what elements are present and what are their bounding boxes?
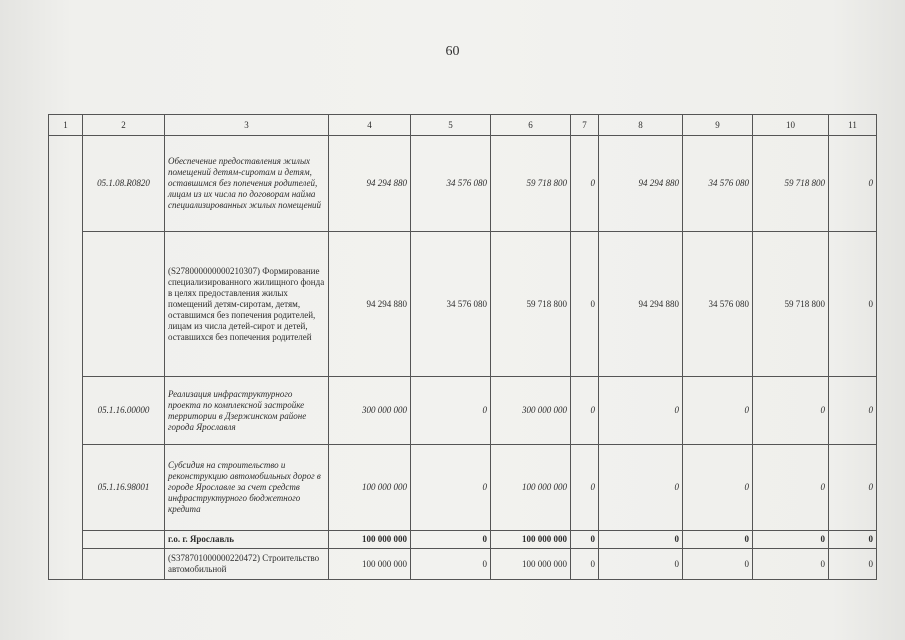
row-description: Реализация инфраструктурного проекта по комплексной застройке территории в Дзержинском районе города Ярославля bbox=[165, 377, 329, 445]
table-row bbox=[49, 549, 877, 580]
table-row bbox=[49, 136, 877, 232]
value-cell: 0 bbox=[829, 232, 877, 377]
program-code: 05.1.16.98001 bbox=[83, 445, 165, 531]
value-cell: 0 bbox=[571, 531, 599, 549]
budget-table bbox=[48, 114, 877, 580]
value-cell: 0 bbox=[829, 136, 877, 232]
value-cell: 0 bbox=[829, 377, 877, 445]
table-row bbox=[49, 531, 877, 549]
value-cell: 0 bbox=[411, 549, 491, 580]
value-cell: 100 000 000 bbox=[491, 549, 571, 580]
value-cell: 34 576 080 bbox=[683, 232, 753, 377]
table-row bbox=[49, 232, 877, 377]
column-header: 8 bbox=[599, 115, 683, 136]
column-header: 11 bbox=[829, 115, 877, 136]
column-header: 5 bbox=[411, 115, 491, 136]
value-cell: 0 bbox=[753, 377, 829, 445]
table-row bbox=[49, 377, 877, 445]
column-header: 7 bbox=[571, 115, 599, 136]
value-cell: 94 294 880 bbox=[329, 136, 411, 232]
value-cell: 94 294 880 bbox=[599, 232, 683, 377]
value-cell: 0 bbox=[753, 531, 829, 549]
value-cell: 300 000 000 bbox=[329, 377, 411, 445]
value-cell: 0 bbox=[683, 445, 753, 531]
header-row bbox=[49, 115, 877, 136]
value-cell: 0 bbox=[683, 549, 753, 580]
program-code: 05.1.16.00000 bbox=[83, 377, 165, 445]
value-cell: 100 000 000 bbox=[329, 549, 411, 580]
value-cell: 300 000 000 bbox=[491, 377, 571, 445]
page-number: 60 bbox=[445, 44, 460, 59]
value-cell: 0 bbox=[599, 549, 683, 580]
program-code bbox=[83, 531, 165, 549]
row-description: Обеспечение предоставления жилых помещений детям-сиротам и детям, оставшимся без попечения родителей, лицам из их числа по договорам найма специализированных жилых помещений bbox=[165, 136, 329, 232]
value-cell: 0 bbox=[571, 445, 599, 531]
row-description: (S278000000000210307) Формирование специализированного жилищного фонда в целях предоставления жилых помещений детям-сиротам, детям, оставшимся без попечения родителей, лицам из числа детей-сирот и детей, оставшихся без попечения родителей bbox=[165, 232, 329, 377]
value-cell: 0 bbox=[411, 445, 491, 531]
value-cell: 0 bbox=[829, 445, 877, 531]
value-cell: 34 576 080 bbox=[411, 232, 491, 377]
table-row bbox=[49, 445, 877, 531]
value-cell: 100 000 000 bbox=[491, 445, 571, 531]
value-cell: 0 bbox=[571, 377, 599, 445]
value-cell: 100 000 000 bbox=[329, 445, 411, 531]
column-header: 9 bbox=[683, 115, 753, 136]
value-cell: 100 000 000 bbox=[329, 531, 411, 549]
value-cell: 59 718 800 bbox=[491, 136, 571, 232]
row-description: (S378701000000220472) Строительство автомобильной bbox=[165, 549, 329, 580]
value-cell: 59 718 800 bbox=[753, 232, 829, 377]
value-cell: 34 576 080 bbox=[411, 136, 491, 232]
value-cell: 0 bbox=[571, 136, 599, 232]
value-cell: 0 bbox=[753, 445, 829, 531]
column-header: 3 bbox=[165, 115, 329, 136]
value-cell: 0 bbox=[411, 377, 491, 445]
value-cell: 0 bbox=[599, 531, 683, 549]
row-description: Субсидия на строительство и реконструкцию автомобильных дорог в городе Ярославле за счет средств инфраструктурного бюджетного кредита bbox=[165, 445, 329, 531]
value-cell: 59 718 800 bbox=[491, 232, 571, 377]
value-cell: 0 bbox=[571, 549, 599, 580]
value-cell: 34 576 080 bbox=[683, 136, 753, 232]
value-cell: 0 bbox=[753, 549, 829, 580]
value-cell: 0 bbox=[829, 531, 877, 549]
program-code: 05.1.08.R0820 bbox=[83, 136, 165, 232]
program-code bbox=[83, 232, 165, 377]
value-cell: 59 718 800 bbox=[753, 136, 829, 232]
value-cell: 0 bbox=[599, 445, 683, 531]
column-header: 4 bbox=[329, 115, 411, 136]
value-cell: 0 bbox=[411, 531, 491, 549]
value-cell: 0 bbox=[599, 377, 683, 445]
value-cell: 0 bbox=[683, 531, 753, 549]
column-header: 10 bbox=[753, 115, 829, 136]
program-code bbox=[83, 549, 165, 580]
value-cell: 94 294 880 bbox=[329, 232, 411, 377]
value-cell: 94 294 880 bbox=[599, 136, 683, 232]
column-header: 6 bbox=[491, 115, 571, 136]
column-header: 1 bbox=[49, 115, 83, 136]
column-header: 2 bbox=[83, 115, 165, 136]
value-cell: 0 bbox=[683, 377, 753, 445]
row-description: г.о. г. Ярославль bbox=[165, 531, 329, 549]
value-cell: 0 bbox=[571, 232, 599, 377]
value-cell: 0 bbox=[829, 549, 877, 580]
value-cell: 100 000 000 bbox=[491, 531, 571, 549]
merged-column-cell bbox=[49, 136, 83, 580]
